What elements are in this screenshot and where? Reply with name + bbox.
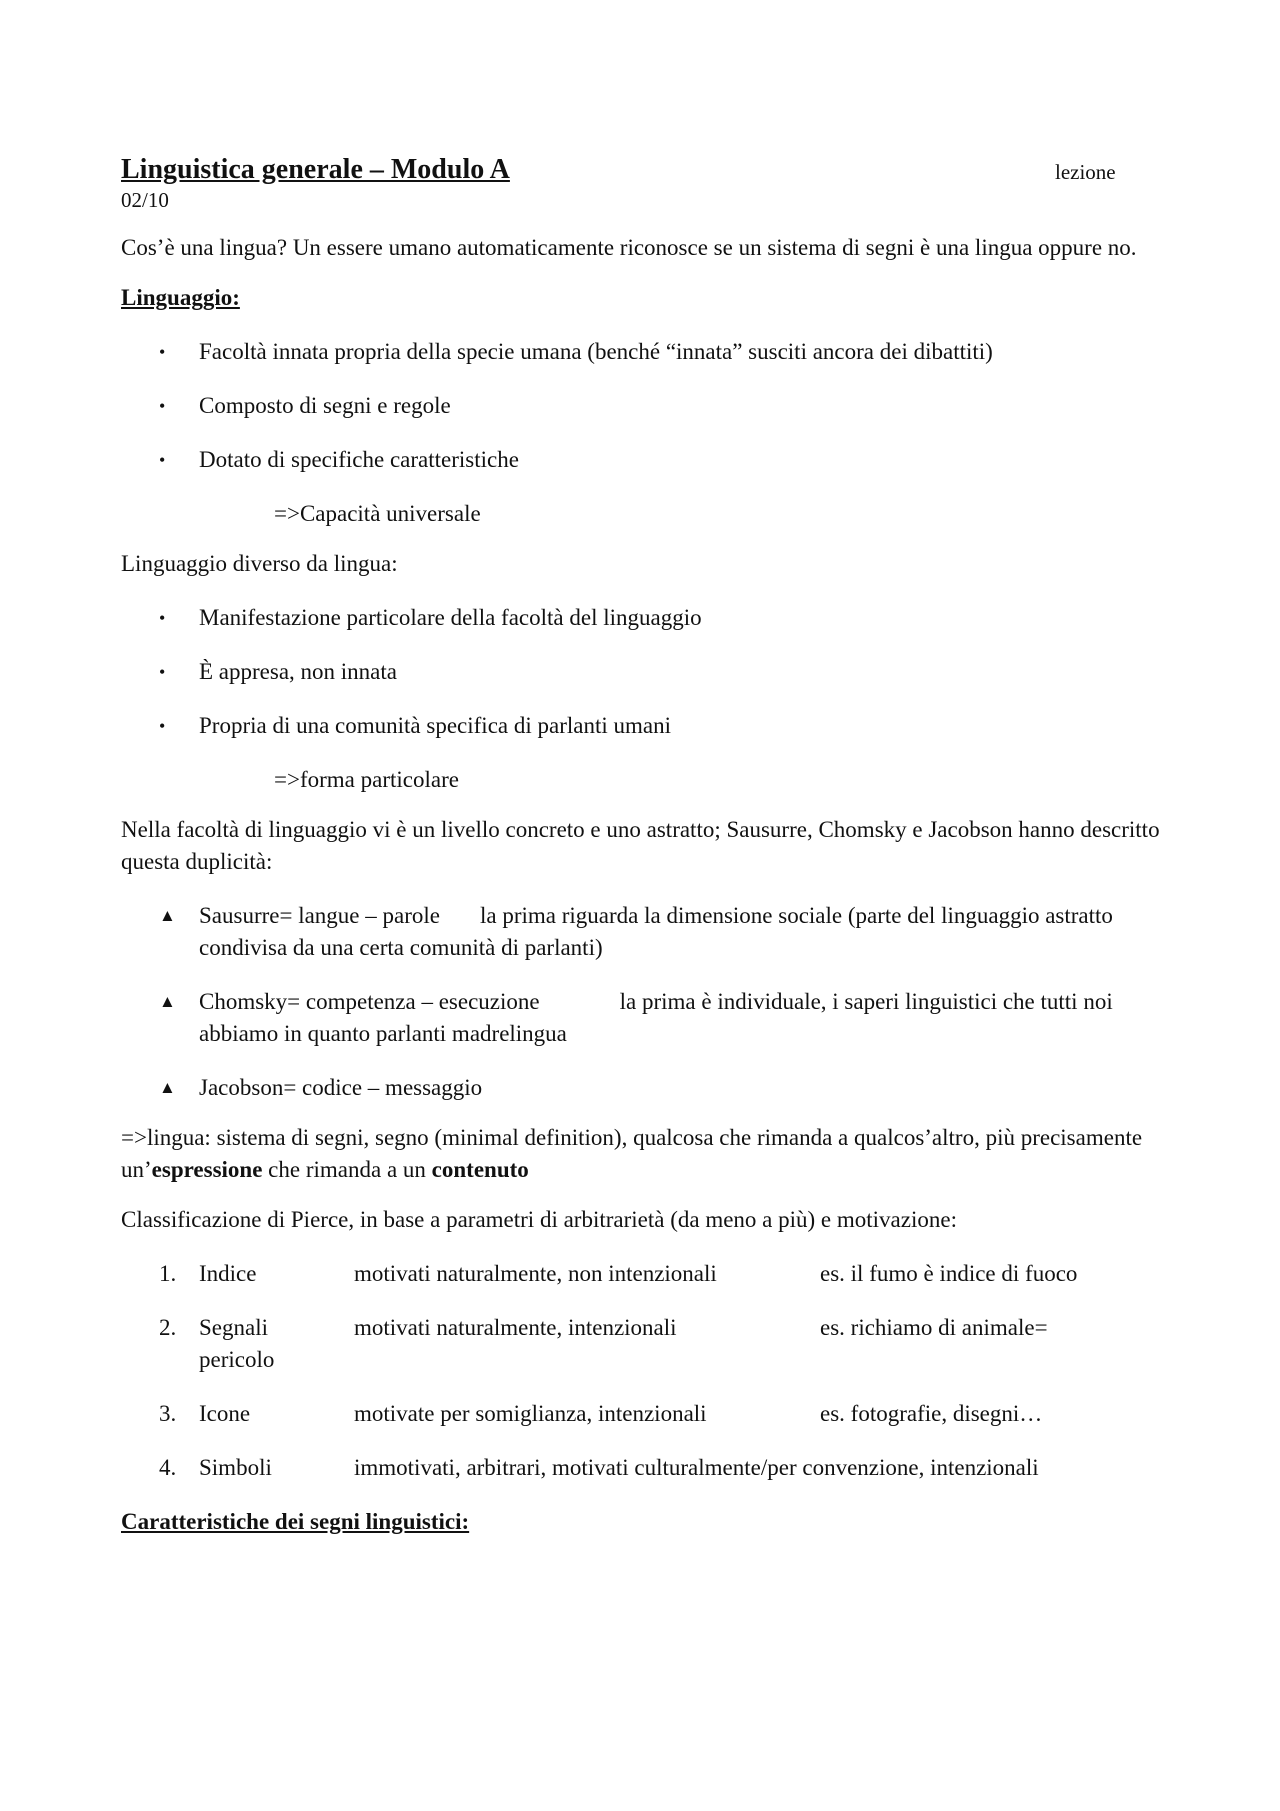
item-description: motivate per somiglianza, intenzionali	[354, 1401, 707, 1426]
item-number: 2.	[159, 1315, 177, 1340]
lingua-list	[121, 602, 1161, 742]
list-item	[121, 1258, 1161, 1290]
list-item-text: È appresa, non innata	[199, 659, 397, 684]
linguaggio-list	[121, 336, 1161, 476]
linguaggio-conclusion: =>Capacità universale	[274, 501, 481, 526]
item-name: Simboli	[199, 1455, 272, 1480]
list-item-text: Composto di segni e regole	[199, 393, 451, 418]
duplicity-desc: la prima è individuale, i saperi linguistici che tutti noi abbiamo in quanto parlanti madrelingua	[199, 989, 1113, 1046]
item-number: 3.	[159, 1401, 177, 1426]
duplicity-list	[121, 900, 1161, 1104]
caratteristiche-heading: Caratteristiche dei segni linguistici:	[121, 1509, 470, 1534]
duplicity-label: Jacobson= codice – messaggio	[199, 1075, 483, 1100]
document-page	[121, 150, 1161, 1538]
item-name: Icone	[199, 1401, 251, 1426]
item-example: es. fotografie, disegni…	[820, 1401, 1043, 1426]
list-item	[121, 1072, 1161, 1104]
list-item-text: Propria di una comunità specifica di parlanti umani	[199, 713, 671, 738]
lezione-label: lezione	[1055, 160, 1116, 184]
definition-text: che rimanda a un	[262, 1157, 432, 1182]
triangle-icon: ▲	[159, 992, 176, 1011]
bullet-icon: •	[159, 396, 166, 416]
item-name: Indice	[199, 1261, 257, 1286]
bullet-icon: •	[159, 342, 166, 362]
bullet-icon: •	[159, 608, 166, 628]
duplicity-label: Sausurre= langue – parole	[199, 903, 440, 928]
title-row	[121, 150, 1161, 190]
linguaggio-heading: Linguaggio:	[121, 285, 240, 310]
list-item	[121, 1398, 1161, 1430]
lingua-intro: Linguaggio diverso da lingua:	[121, 551, 398, 576]
list-item	[121, 602, 1161, 634]
list-item	[121, 390, 1161, 422]
list-item	[121, 986, 1161, 1050]
item-number: 1.	[159, 1261, 177, 1286]
definition-paragraph	[121, 1122, 1161, 1186]
triangle-icon: ▲	[159, 1078, 176, 1097]
pierce-list	[121, 1258, 1161, 1484]
definition-text: =>lingua: sistema di segni, segno (minimal definition), qualcosa che rimanda a qualcos’altro, più precisamente un’	[121, 1125, 1143, 1182]
bullet-icon: •	[159, 450, 166, 470]
definition-bold-contenuto: contenuto	[431, 1157, 529, 1182]
triangle-icon: ▲	[159, 906, 176, 925]
item-description: motivati naturalmente, non intenzionali	[354, 1261, 717, 1286]
definition-bold-espressione: espressione	[151, 1157, 263, 1182]
item-name: Segnali pericolo	[199, 1315, 275, 1372]
duplicity-intro: Nella facoltà di linguaggio vi è un livello concreto e uno astratto; Sausurre, Chomsky e Jacobson hanno descritto questa duplicità:	[121, 817, 1160, 874]
pierce-intro: Classificazione di Pierce, in base a parametri di arbitrarietà (da meno a più) e motivazione:	[121, 1207, 957, 1232]
bullet-icon: •	[159, 716, 166, 736]
lesson-date: 02/10	[121, 188, 169, 212]
item-example: es. il fumo è indice di fuoco	[820, 1261, 1078, 1286]
list-item	[121, 444, 1161, 476]
list-item-text: Manifestazione particolare della facoltà del linguaggio	[199, 605, 702, 630]
item-number: 4.	[159, 1455, 177, 1480]
item-example: es. richiamo di animale=	[820, 1315, 1048, 1340]
list-item	[121, 336, 1161, 368]
page-title: Linguistica generale – Modulo A	[121, 154, 510, 185]
duplicity-label: Chomsky= competenza – esecuzione	[199, 989, 540, 1014]
list-item-text: Facoltà innata propria della specie umana (benché “innata” susciti ancora dei dibattiti)	[199, 339, 993, 364]
bullet-icon: •	[159, 662, 166, 682]
list-item	[121, 1452, 1161, 1484]
duplicity-desc: la prima riguarda la dimensione sociale (parte del linguaggio astratto condivisa da una certa comunità di parlanti)	[199, 903, 1113, 960]
list-item	[121, 656, 1161, 688]
list-item	[121, 900, 1161, 964]
list-item	[121, 1312, 1161, 1376]
list-item-text: Dotato di specifiche caratteristiche	[199, 447, 519, 472]
item-description: immotivati, arbitrari, motivati culturalmente/per convenzione, intenzionali	[354, 1455, 1039, 1480]
intro-paragraph: Cos’è una lingua? Un essere umano automaticamente riconosce se un sistema di segni è una lingua oppure no.	[121, 235, 1137, 260]
item-description: motivati naturalmente, intenzionali	[354, 1315, 677, 1340]
list-item	[121, 710, 1161, 742]
lingua-conclusion: =>forma particolare	[274, 767, 459, 792]
